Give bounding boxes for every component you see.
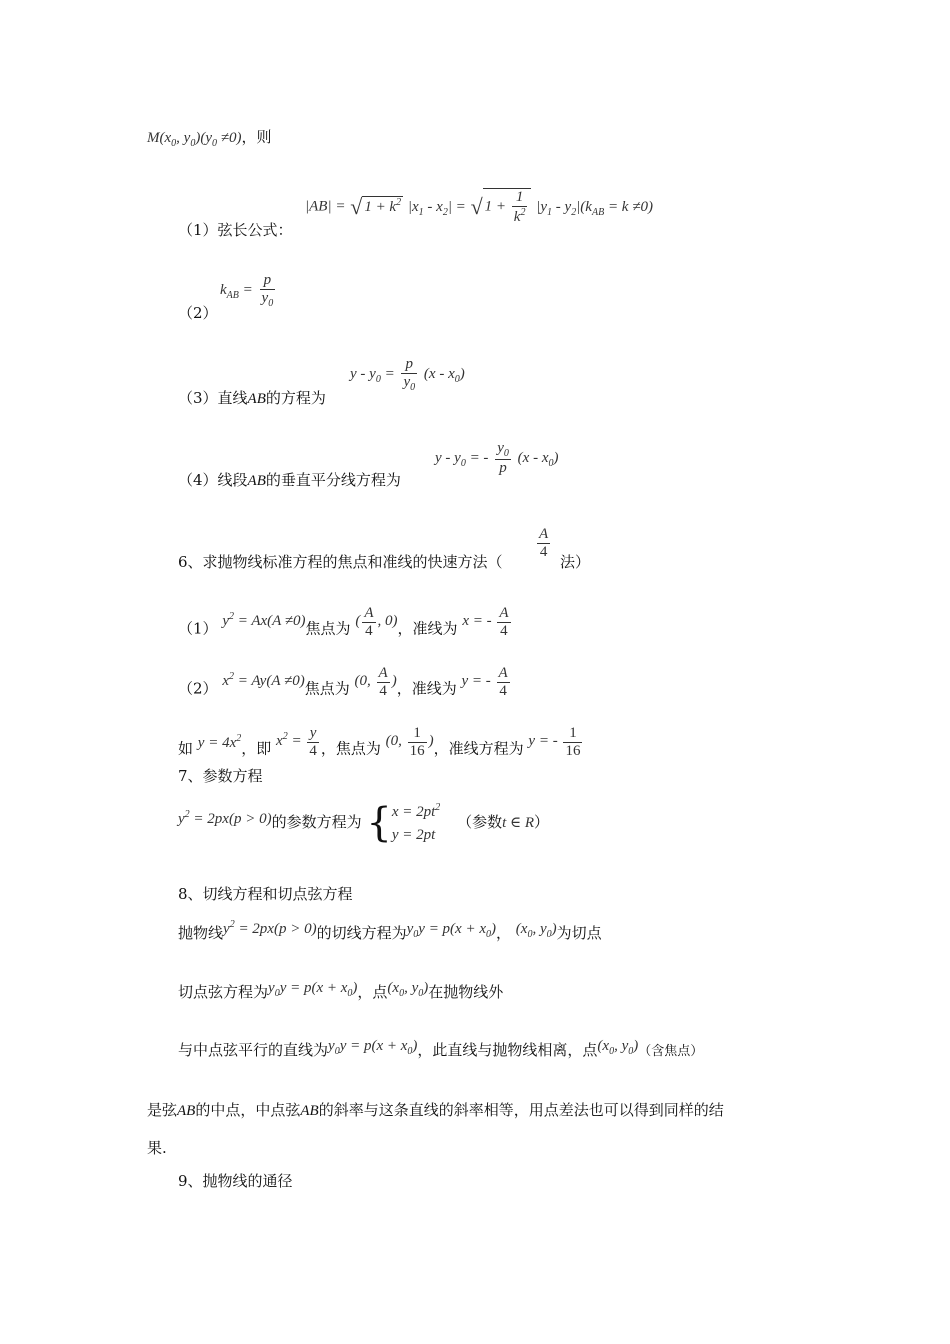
s7-row: $y^2 = 2px(p > 0)$的参数方程为 { $x = 2pt^2$ y = 2pt （参数t ∈ R） xyxy=(178,800,550,846)
f3-label: （3）直线AB的方程为 xyxy=(178,389,326,407)
s6-2-row: （2） $x^2 = Ay(A \ne 0)$焦点为 (0, $\frac{A}{4}$ )，准线为 y = - $\frac{A}{4}$ xyxy=(178,665,508,699)
section-8-heading: 8、切线方程和切点弦方程 xyxy=(178,885,353,903)
example-row: 如 $y = 4x^2$，即 $x^2$ = $\frac{y}{4}$ ，焦点为 (0, $\frac{1}{16}$ )，准线方程为 y = - $\frac{1}{16}$ xyxy=(178,725,581,759)
s8-line-1: 抛物线$y^2 = 2px(p > 0)$的切线方程为$y_0y = p(x + x_0)$， ($x_0$, $y_0$)为切点 xyxy=(178,919,602,942)
section-6-heading: 6、求抛物线标准方程的焦点和准线的快速方法（ xyxy=(178,553,503,571)
line-ab-formula: y - $y_0$ = $\frac{p}{y_0}$ $(x - x_0)$ xyxy=(350,356,465,393)
slope-formula: $k_{AB}$ = $\frac{p}{y_0}$ xyxy=(220,272,274,309)
s8-line-4: 是弦AB的中点，中点弦AB的斜率与这条直线的斜率相等，用点差法也可以得到同样的结 xyxy=(147,1101,724,1119)
section-9-heading: 9、抛物线的通径 xyxy=(178,1172,293,1190)
math-point-m: $M(x_0$, $y_0)(y_0 \ne 0)$ xyxy=(147,130,242,149)
section-6-heading-end: 法） xyxy=(560,553,591,571)
s8-line-2: 切点弦方程为$y_0y = p(x + x_0)$，点($x_0$, $y_0$)在抛物线外 xyxy=(178,980,504,1001)
chord-length-formula: |AB| = √ $1 + k^2$ $|x_1 - x_2|$ = √ 1 + $\frac{1}{k^2}$ $|y_1 - y_2|(k_{AB} = k \ne 0)$ xyxy=(305,189,653,225)
s6-1-row: （1） $y^2 = Ax(A \ne 0)$焦点为 ( $\frac{A}{4}$ , 0)，准线为 x = - $\frac{A}{4}$ xyxy=(178,605,509,639)
s8-line-3: 与中点弦平行的直线为$y_0y = p(x + x_0)$，此直线与抛物线相离，点($x_0$, $y_0$)（含焦点） xyxy=(178,1038,704,1059)
point-m-line xyxy=(147,128,271,151)
a-over-4-frac: $\frac{A}{4}$ xyxy=(539,526,549,560)
f4-label: （4）线段AB的垂直平分线方程为 xyxy=(178,471,401,489)
text-then: ，则 xyxy=(241,128,272,146)
s8-line-5: 果. xyxy=(147,1139,167,1157)
f2-label: （2） xyxy=(178,304,218,322)
f1-label: （1）弦长公式： xyxy=(178,221,293,239)
bisector-formula: y - $y_0$ = - $\frac{y_0}{p}$ $(x - x_0)$ xyxy=(435,440,559,476)
section-7-heading: 7、参数方程 xyxy=(178,767,263,785)
